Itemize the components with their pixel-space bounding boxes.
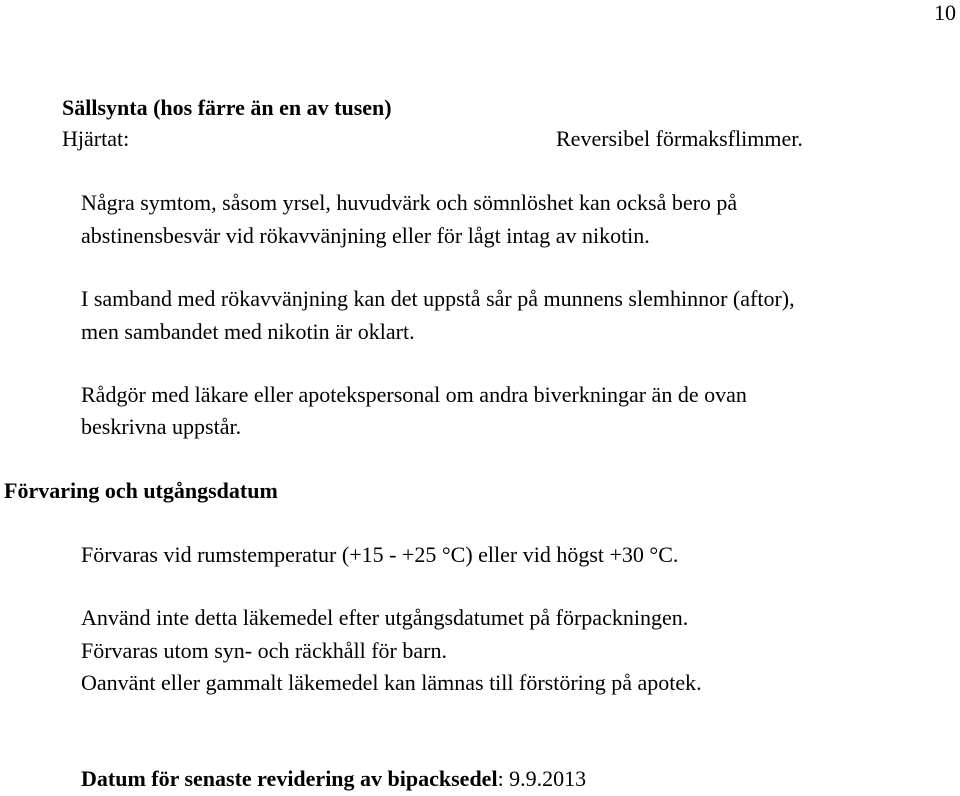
paragraph-consult-line-1: Rådgör med läkare eller apotekspersonal om andra biverkningar än de ovan: [81, 382, 747, 407]
revision-label: Datum för senaste revidering av bipacksedel: [81, 766, 498, 791]
paragraph-symptoms-line-2: abstinensbesvär vid rökavvänjning eller för lågt intag av nikotin.: [81, 223, 650, 248]
revision-date: : 9.9.2013: [497, 766, 587, 791]
storage-children: Förvaras utom syn- och räckhåll för barn.: [81, 638, 447, 663]
storage-temperature: Förvaras vid rumstemperatur (+15 - +25 °C) eller vid högst +30 °C.: [81, 542, 679, 567]
page-number: 10: [934, 0, 956, 25]
storage-heading: Förvaring och utgångsdatum: [4, 478, 278, 503]
paragraph-sores-line-1: I samband med rökavvänjning kan det uppstå sår på munnens slemhinnor (aftor),: [81, 286, 795, 311]
rare-label-heart: Hjärtat:: [62, 126, 130, 151]
paragraph-symptoms-line-1: Några symtom, såsom yrsel, huvudvärk och sömnlöshet kan också bero på: [81, 190, 738, 215]
storage-expiry: Använd inte detta läkemedel efter utgångsdatumet på förpackningen.: [81, 605, 689, 630]
storage-disposal: Oanvänt eller gammalt läkemedel kan lämnas till förstöring på apotek.: [81, 670, 702, 695]
revision-date-line: [81, 766, 586, 792]
rare-value-heart: Reversibel förmaksflimmer.: [556, 126, 803, 151]
paragraph-consult-line-2: beskrivna uppstår.: [81, 414, 242, 439]
rare-heading: Sällsynta (hos färre än en av tusen): [62, 95, 392, 120]
paragraph-sores-line-2: men sambandet med nikotin är oklart.: [81, 319, 415, 344]
